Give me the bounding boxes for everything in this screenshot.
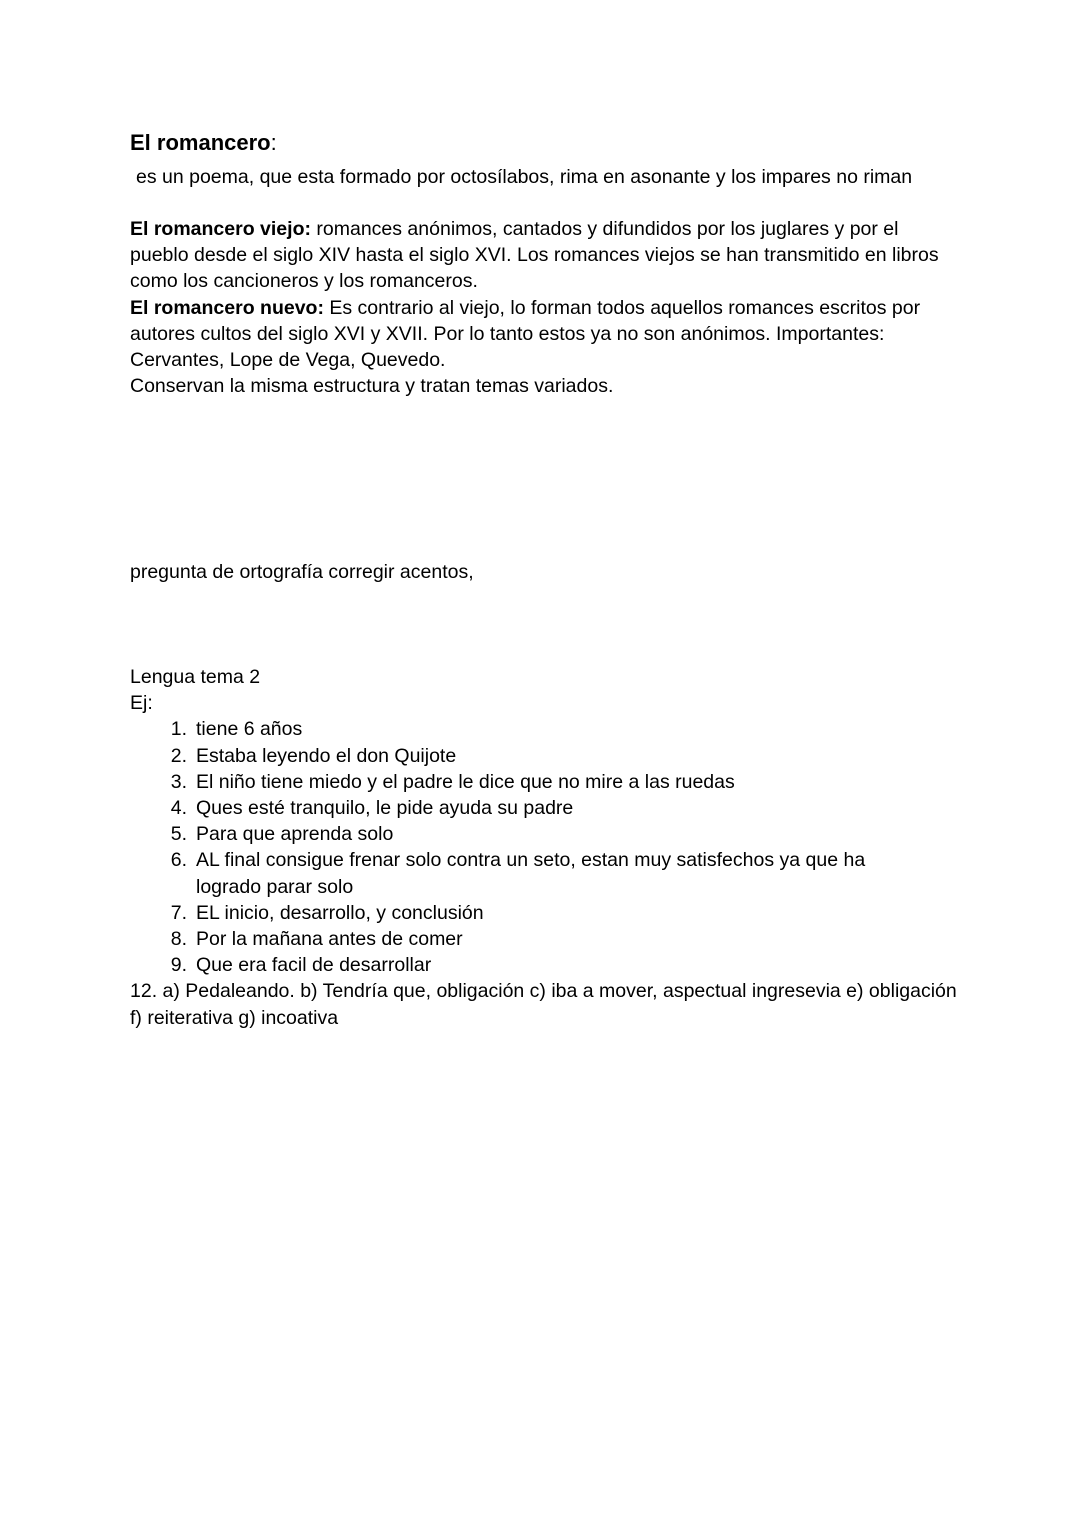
list-item: [130, 952, 896, 978]
romancero-title: El romancero: [130, 130, 271, 155]
list-item: [130, 769, 896, 795]
list-item-text: Para que aprenda solo: [196, 823, 394, 846]
romancero-nuevo-paragraph: [130, 295, 960, 374]
list-item-text: EL inicio, desarrollo, y conclusión: [196, 901, 484, 924]
romancero-nuevo-label: El romancero nuevo:: [130, 296, 324, 319]
list-item-number: 1.: [170, 718, 187, 741]
romancero-viejo-label: El romancero viejo:: [130, 218, 311, 240]
romancero-title-colon: :: [270, 130, 277, 155]
romancero-definition: es un poema, que esta formado por octosílabos, rima en asonante y los impares no riman: [136, 166, 913, 188]
list-item-text: Ques esté tranquilo, le pide ayuda su padre: [196, 797, 574, 820]
romancero-conclusion: Conservan la misma estructura y tratan temas variados.: [130, 375, 614, 398]
romancero-section: [130, 216, 960, 399]
list-item-number: 2.: [170, 744, 187, 767]
list-item-text: Que era facil de desarrollar: [196, 954, 432, 977]
ortografia-note: pregunta de ortografía corregir acentos,: [130, 561, 474, 583]
list-item: [130, 821, 896, 847]
list-item-number: 3.: [170, 770, 187, 793]
list-item-number: 9.: [170, 954, 187, 977]
romancero-heading: [130, 129, 277, 157]
list-item: [130, 926, 896, 952]
romancero-nuevo-text: Es contrario al viejo, lo forman todos aquellos romances escritos por autores cultos del siglo XVI y XVII. Por lo tanto estos ya no son anónimos. Importantes: Cervantes, Lope de Vega, Quevedo.: [130, 296, 921, 372]
romancero-viejo-text: romances anónimos, cantados y difundidos por los juglares y por el pueblo desde el siglo XIV hasta el siglo XVI. Los romances viejos se han transmitido en libros como los cancioneros y los romanceros.: [130, 218, 939, 293]
list-item-text: tiene 6 años: [196, 718, 303, 741]
exercise-list: [130, 716, 960, 978]
list-item: [130, 743, 896, 769]
list-item: [130, 795, 896, 821]
list-item-text: Estaba leyendo el don Quijote: [196, 744, 457, 767]
list-item-number: 7.: [170, 901, 187, 924]
list-item-text: Por la mañana antes de comer: [196, 928, 463, 951]
list-item-number: 4.: [170, 797, 187, 820]
lengua-title: Lengua tema 2: [130, 666, 261, 688]
list-item-number: 6.: [170, 849, 187, 872]
ej-label: Ej:: [130, 692, 153, 715]
list-item: [130, 847, 896, 899]
romancero-viejo-paragraph: [130, 216, 960, 295]
list-item: [130, 716, 896, 742]
list-item: [130, 900, 896, 926]
list-item-number: 8.: [170, 928, 187, 951]
lengua-section: [130, 664, 960, 1031]
list-item-text: El niño tiene miedo y el padre le dice que no mire a las ruedas: [196, 770, 735, 793]
list-item-number: 5.: [170, 823, 187, 846]
answer-12: 12. a) Pedaleando. b) Tendría que, obligación c) iba a mover, aspectual ingresevia e) obligación f) reiterativa g) incoativa: [130, 980, 957, 1029]
list-item-text: AL final consigue frenar solo contra un seto, estan muy satisfechos ya que ha logrado parar solo: [196, 849, 866, 898]
